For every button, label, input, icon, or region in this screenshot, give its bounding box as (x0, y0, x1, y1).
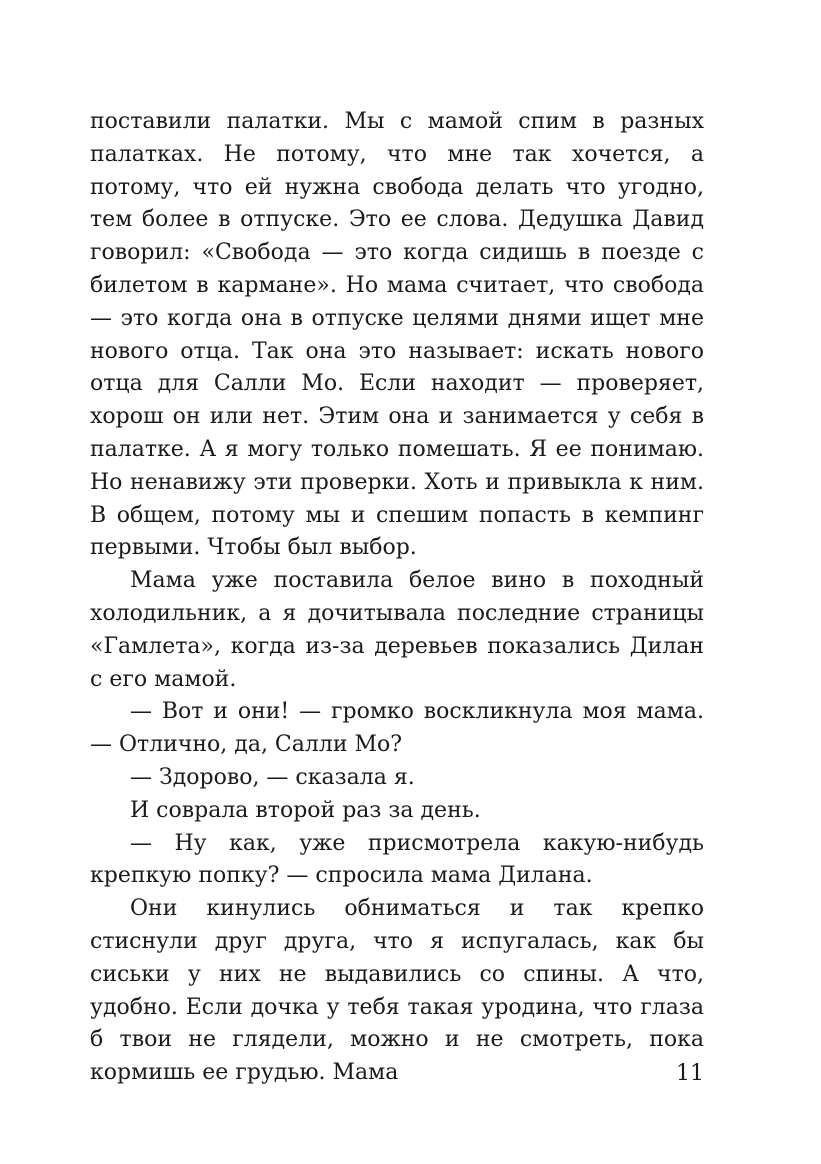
dialogue-line: — Вот и они! — громко воскликнула моя мама. — Отлично, да, Салли Мо? (90, 699, 704, 758)
body-text (90, 106, 704, 1090)
dialogue-line: — Ну как, уже присмотрела какую-нибудь крепкую попку? — спросила мама Дилана. (90, 830, 704, 889)
paragraph: Мама уже поставила белое вино в походный холодильник, а я дочитывала последние страницы «Гамлета», когда из-за деревьев показались Дилан с его мамой. (90, 568, 704, 692)
paragraph: Они кинулись обниматься и так крепко стиснули друг друга, что я испугалась, как бы сиськи у них не выдавились со спины. А что, удобно. Если дочка у тебя такая уродина, что глаза б твои не глядели, можно и не смотреть, пока кормишь ее грудью. Мама (90, 896, 704, 1086)
page-number: 11 (676, 1061, 704, 1086)
paragraph-continued: поставили палатки. Мы с мамой спим в разных палатках. Не потому, что мне так хочется, а потому, что ей нужна свобода делать что угодно, тем более в отпуске. Это ее слова. Дедушка Давид говорил: «Свобода — это когда сидишь в поезде с билетом в кармане». Но мама считает, что свобода — это когда она в отпуске целями днями ищет мне нового отца. Так она это называет: искать нового отца для Салли Мо. Если находит — проверяет, хорош он или нет. Этим она и занимается у себя в палатке. А я могу только помешать. Я ее понимаю. Но ненавижу эти проверки. Хоть и привыкла к ним. В общем, потому мы и спешим попасть в кемпинг первыми. Чтобы был выбор. (90, 109, 704, 561)
dialogue-line: — Здорово, — сказала я. (130, 764, 415, 790)
paragraph: И соврала второй раз за день. (130, 797, 481, 823)
